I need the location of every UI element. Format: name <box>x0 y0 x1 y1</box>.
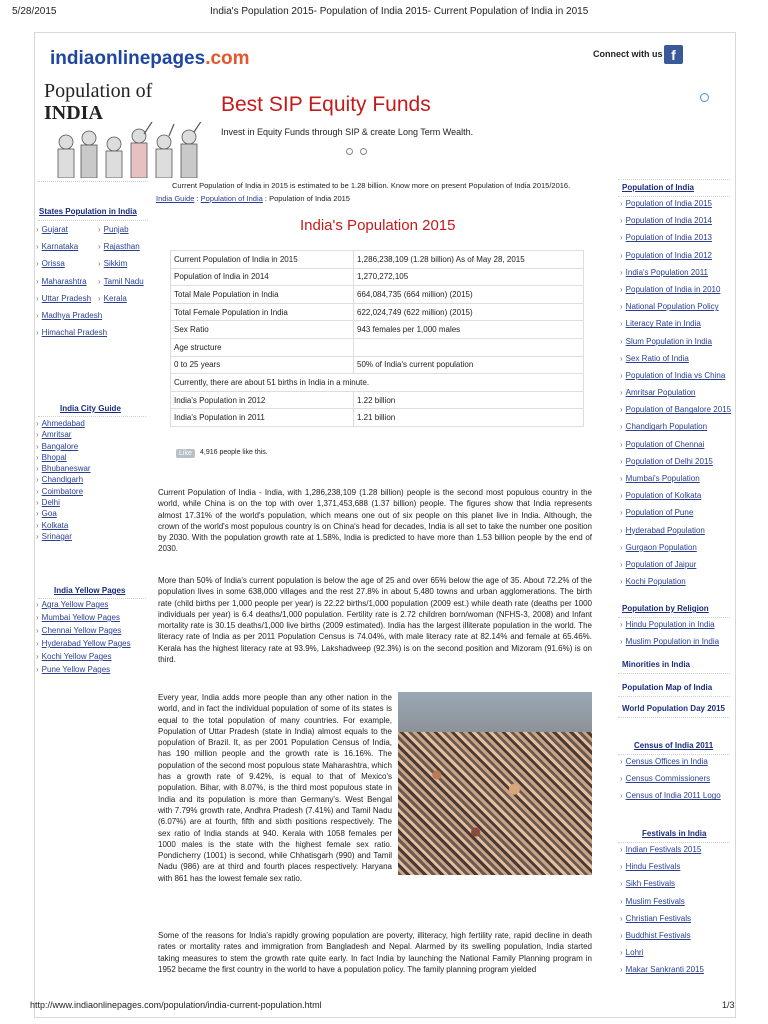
state-link[interactable]: › Kerala <box>98 294 144 311</box>
banner-logo-line2: INDIA <box>44 102 103 124</box>
state-link[interactable]: › Gujarat <box>36 225 107 242</box>
states-list-col1 <box>36 225 107 345</box>
population-link[interactable]: › Gurgaon Population <box>620 543 731 560</box>
population-link[interactable]: › Population of India 2014 <box>620 216 731 233</box>
print-title: India's Population 2015- Population of India 2015- Current Population of India in 2015 <box>210 6 589 17</box>
population-link[interactable]: › Population of India 2012 <box>620 251 731 268</box>
city-link[interactable]: › Bangalore <box>36 442 91 453</box>
population-link[interactable]: › Population of Bangalore 2015 <box>620 405 731 422</box>
banner-logo-line1: Population of <box>44 80 153 102</box>
state-link[interactable]: › Tamil Nadu <box>98 277 144 294</box>
footer-page: 1/3 <box>722 1000 735 1010</box>
table-row <box>171 391 584 409</box>
population-link[interactable]: › Population of Pune <box>620 508 731 525</box>
breadcrumb-separator: : <box>264 194 267 203</box>
population-of-india-logo <box>40 78 210 178</box>
table-cell: Total Female Population in India <box>171 303 354 321</box>
table-cell: Current Population of India in 2015 <box>171 251 354 269</box>
population-link[interactable]: › Population of Delhi 2015 <box>620 457 731 474</box>
population-links <box>620 199 731 594</box>
city-link[interactable]: › Ahmedabad <box>36 419 91 430</box>
like-button[interactable]: Like <box>176 449 195 458</box>
population-table <box>170 250 584 427</box>
footer-url: http://www.indiaonlinepages.com/population/india-current-population.html <box>30 1000 322 1010</box>
yellow-pages-list <box>36 600 131 678</box>
table-cell: India's Population in 2011 <box>171 409 354 427</box>
population-link[interactable]: › Hyderabad Population <box>620 526 731 543</box>
site-logo[interactable] <box>50 48 250 70</box>
census-link[interactable]: › Census Offices in India <box>620 757 721 774</box>
crowd-photo-sky <box>398 692 592 732</box>
table-cell: 50% of India's current population <box>354 356 584 374</box>
table-row <box>171 268 584 286</box>
population-link[interactable]: › Population of Chennai <box>620 440 731 457</box>
city-link[interactable]: › Amritsar <box>36 430 91 441</box>
page-title: India's Population 2015 <box>300 217 456 234</box>
yellow-pages-link[interactable]: › Agra Yellow Pages <box>36 600 131 613</box>
table-cell: Total Male Population in India <box>171 286 354 304</box>
festival-links <box>620 845 704 983</box>
breadcrumb <box>156 194 350 203</box>
breadcrumb-current: Population of India 2015 <box>269 194 350 203</box>
ad-carousel-dot-2[interactable] <box>360 148 367 155</box>
table-cell: 1,270,272,105 <box>354 268 584 286</box>
population-link[interactable]: › Sex Ratio of India <box>620 354 731 371</box>
paragraph-3: Every year, India adds more people than any other nation in the world, and in fact the individual population of some of its states is equal to the total population of many countries. For example, Population of Uttar Pradesh (state in India) almost equals to the population of Brazil. It, as per 2001 Population Census of India, has 190 million people and the growth rate is 16.16%. The population of the second most populous state Maharashtra, which has a growth rate of 9.42%, is equal to that of Mexico's population. Bihar, with 8.07%, is the third most populous state in India and its population is more than Germany's. West Bengal with 7.79% growth rate, Andhra Pradesh (7.41%) and Tamil Nadu (6.07%) are at fourth, fifth and sixth positions respectively. The sex ratio of India stands at 940. Kerala with 1058 females per 1000 males is the state with the highest female sex ratio. Pondicherry (1001) is second, while Chhatisgarh (990) and Tamil Nadu (986) are at third and fourth places respectively. Haryana with 861 has the lowest female sex ratio. <box>158 693 392 883</box>
minorities-link[interactable]: Minorities in India <box>622 660 691 669</box>
intro-line: Current Population of India in 2015 is estimated to be 1.28 billion. Know more on present Population of India 2015/2016. <box>172 181 571 190</box>
table-row <box>171 338 584 356</box>
table-cell: Sex Ratio <box>171 321 354 339</box>
religion-link[interactable]: › Muslim Population in India <box>620 637 719 654</box>
yellow-pages-link[interactable]: › Pune Yellow Pages <box>36 665 131 678</box>
census-link[interactable]: › Census of India 2011 Logo <box>620 791 721 808</box>
population-link[interactable]: › Mumbai's Population <box>620 474 731 491</box>
paragraph-2: More than 50% of India's current population is below the age of 25 and over 65% below the age of 35. About 72.2% of the population lives in some 638,000 villages and the rest 27.8% in about 5,480 towns and urban agglomerations. The birth rate (child births per 1,000 people per year) is 22.22 births/1,000 population (2009 est.) while death rate (deaths per 1000 individuals per year) is 6.4 deaths/1,000 population. Fertility rate is 2.72 children born/woman (NFHS-3, 2008) and Infant mortality rate is 30.15 deaths/1,000 live births (2009 estimated). India has the largest illiterate population in the world. The literacy rate of India as per 2011 Population Census is 74.04%, with male literacy rate at 82.14% and female at 65.46%. Kerala has the highest literacy rate at 93.9%, Lakshadweep (92.3%) is on the second position and Mizoram (91.6%) is on third. <box>158 576 592 665</box>
state-link[interactable]: › Maharashtra <box>36 277 107 294</box>
ad-info-icon[interactable] <box>700 93 709 102</box>
city-link[interactable]: › Kolkata <box>36 521 91 532</box>
festival-link[interactable]: › Indian Festivals 2015 <box>620 845 704 862</box>
table-row <box>171 303 584 321</box>
table-cell: India's Population in 2012 <box>171 391 354 409</box>
festival-link[interactable]: › Lohri <box>620 948 704 965</box>
festival-link[interactable]: › Sikh Festivals <box>620 879 704 896</box>
table-cell: 0 to 25 years <box>171 356 354 374</box>
population-link[interactable]: › Amritsar Population <box>620 388 731 405</box>
state-link[interactable]: › Himachal Pradesh <box>36 328 107 345</box>
table-cell: Currently, there are about 51 births in India in a minute. <box>171 374 584 392</box>
ad-carousel-dot-1[interactable] <box>346 148 353 155</box>
city-link[interactable]: › Delhi <box>36 498 91 509</box>
breadcrumb-separator: : <box>196 194 199 203</box>
table-cell: 943 females per 1,000 males <box>354 321 584 339</box>
table-cell: Population of India in 2014 <box>171 268 354 286</box>
population-link[interactable]: › Population of Jaipur <box>620 560 731 577</box>
religion-heading[interactable]: Population by Religion <box>622 604 709 613</box>
festival-link[interactable]: › Muslim Festivals <box>620 897 704 914</box>
table-row <box>171 356 584 374</box>
crowd-photo <box>398 732 592 875</box>
state-link[interactable]: › Madhya Pradesh <box>36 311 107 328</box>
population-link[interactable]: › National Population Policy <box>620 302 731 319</box>
state-link[interactable]: › Sikkim <box>98 259 144 276</box>
population-link[interactable]: › Literacy Rate in India <box>620 319 731 336</box>
print-date: 5/28/2015 <box>12 6 57 17</box>
connect-label: Connect with us <box>593 49 663 59</box>
like-count: 4,916 people like this. <box>200 449 268 456</box>
yellow-pages-link[interactable]: › Hyderabad Yellow Pages <box>36 639 131 652</box>
state-link[interactable]: › Karnataka <box>36 242 107 259</box>
census-link[interactable]: › Census Commissioners <box>620 774 721 791</box>
yellow-pages-link[interactable]: › Kochi Yellow Pages <box>36 652 131 665</box>
breadcrumb-population-of-india[interactable]: Population of India <box>200 194 263 203</box>
state-link[interactable]: › Uttar Pradesh <box>36 294 107 311</box>
yellow-pages-heading: India Yellow Pages <box>54 586 126 595</box>
religion-link[interactable]: › Hindu Population in India <box>620 620 719 637</box>
city-link[interactable]: › Srinagar <box>36 532 91 543</box>
breadcrumb-india-guide[interactable]: India Guide <box>156 194 195 203</box>
table-cell: 1.21 billion <box>354 409 584 427</box>
table-cell: 1,286,238,109 (1.28 billion) As of May 28, 2015 <box>354 251 584 269</box>
world-population-day-link[interactable]: World Population Day 2015 <box>622 704 725 713</box>
city-link[interactable]: › Coimbatore <box>36 487 91 498</box>
state-link[interactable]: › Rajasthan <box>98 242 144 259</box>
paragraph-1: Current Population of India - India, with 1,286,238,109 (1.28 billion) people is the second most populous country in the world, while China is on the top with over 1,371,453,688 (1.37 billion) people. The figures show that India represents almost 17.31% of the world's population, which means one out of six people on this planet live in India. Although, the crown of the world's most populous country is on China's head for decades, India is all set to take the number one position by 2030. With the population growth rate at 1.58%, India is predicted to have more than 1.53 billion people by the end of 2030. <box>158 488 592 554</box>
population-link[interactable]: › India's Population 2011 <box>620 268 731 285</box>
population-map-link[interactable]: Population Map of India <box>622 683 713 692</box>
festival-link[interactable]: › Hindu Festivals <box>620 862 704 879</box>
state-link[interactable]: › Punjab <box>98 225 144 242</box>
population-link[interactable]: › Population of India 2013 <box>620 233 731 250</box>
city-link[interactable]: › Bhopal <box>36 453 91 464</box>
population-link[interactable]: › Slum Population in India <box>620 337 731 354</box>
census-links <box>620 757 721 809</box>
religion-links <box>620 620 719 654</box>
census-heading: Census of India 2011 <box>634 741 714 750</box>
city-link[interactable]: › Chandigarh <box>36 475 91 486</box>
states-list-col2 <box>98 225 144 311</box>
state-link[interactable]: › Orissa <box>36 259 107 276</box>
festival-link[interactable]: › Christian Festivals <box>620 914 704 931</box>
table-cell: 622,024,749 (622 million) (2015) <box>354 303 584 321</box>
city-guide-list <box>36 419 91 543</box>
festival-link[interactable]: › Makar Sankranti 2015 <box>620 965 704 982</box>
table-row <box>171 409 584 427</box>
city-link[interactable]: › Goa <box>36 509 91 520</box>
yellow-pages-link[interactable]: › Mumbai Yellow Pages <box>36 613 131 626</box>
city-link[interactable]: › Bhubaneswar <box>36 464 91 475</box>
table-cell <box>354 338 584 356</box>
table-cell: Age structure <box>171 338 354 356</box>
left-sidebar <box>38 181 148 221</box>
table-row <box>171 286 584 304</box>
site-logo-main: indiaonlinepages <box>50 48 206 69</box>
table-row <box>171 251 584 269</box>
paragraph-4: Some of the reasons for India's rapidly growing population are poverty, illiteracy, high fertility rate, rapid decline in death rates or mortality rates and immigration from Bangladesh and Nepal. Alarmed by its swelling population, India started taking measures to stem the growth rate quite early. In fact India by launching the National Family Planning program in 1952 became the first country in the world to have a population policy. The family planning program yielded <box>158 931 592 974</box>
population-link[interactable]: › Population of Kolkata <box>620 491 731 508</box>
city-guide-heading: India City Guide <box>60 404 121 413</box>
site-logo-tld: .com <box>205 48 250 69</box>
ad-subtitle: Invest in Equity Funds through SIP & create Long Term Wealth. <box>221 127 474 137</box>
population-link[interactable]: › Population of India 2015 <box>620 199 731 216</box>
table-row <box>171 321 584 339</box>
population-link[interactable]: › Population of India vs China <box>620 371 731 388</box>
right-population-heading[interactable]: Population of India <box>622 183 694 192</box>
table-cell: 664,084,735 (664 million) (2015) <box>354 286 584 304</box>
festival-link[interactable]: › Buddhist Festivals <box>620 931 704 948</box>
table-row <box>171 374 584 392</box>
table-cell: 1.22 billion <box>354 391 584 409</box>
facebook-icon[interactable]: f <box>664 45 683 64</box>
states-heading: States Population in India <box>39 207 137 216</box>
yellow-pages-link[interactable]: › Chennai Yellow Pages <box>36 626 131 639</box>
population-link[interactable]: › Population of India in 2010 <box>620 285 731 302</box>
ad-title[interactable]: Best SIP Equity Funds <box>221 93 431 116</box>
population-link[interactable]: › Kochi Population <box>620 577 731 594</box>
festivals-heading: Festivals in India <box>642 829 707 838</box>
crowd-illustration-icon <box>44 122 210 178</box>
population-link[interactable]: › Chandigarh Population <box>620 422 731 439</box>
